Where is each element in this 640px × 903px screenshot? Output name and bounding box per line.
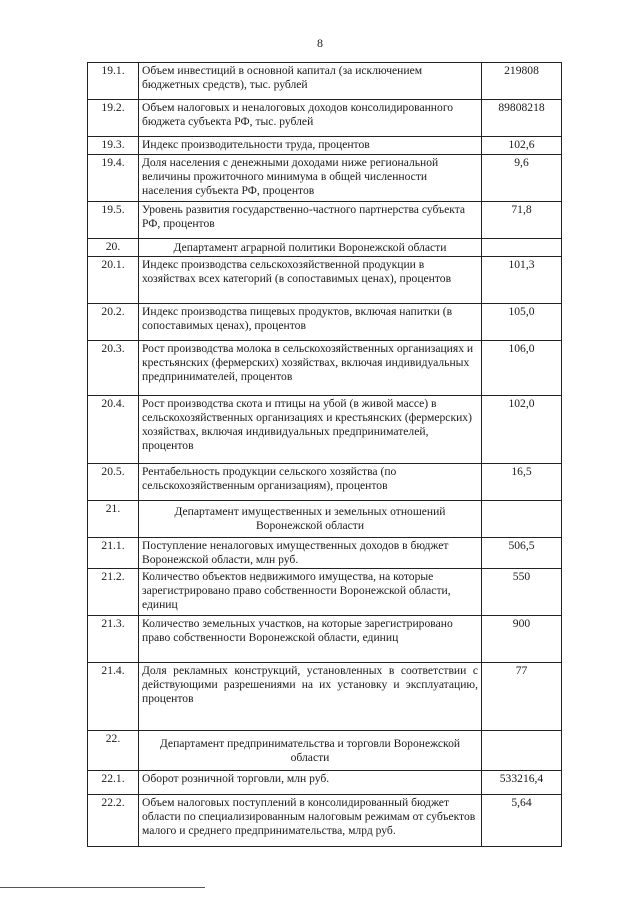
indicator-value: 533216,4 — [482, 771, 562, 795]
indicator-value — [482, 501, 562, 538]
table-row — [88, 100, 562, 137]
indicator-value: 77 — [482, 663, 562, 731]
indicator-name: Объем налоговых поступлений в консолидированный бюджет области по специализированным налоговым режимам от субъектов малого и среднего предпринимательства, млрд руб. — [139, 795, 482, 847]
table-row — [88, 137, 562, 155]
section-row — [88, 731, 562, 771]
indicators-table-body — [88, 63, 562, 847]
table-row — [88, 464, 562, 501]
table-row — [88, 569, 562, 616]
row-number: 21.2. — [88, 569, 139, 616]
indicator-name: Оборот розничной торговли, млн руб. — [139, 771, 482, 795]
row-number: 20.1. — [88, 257, 139, 304]
indicator-name: Поступление неналоговых имущественных доходов в бюджет Воронежской области, млн руб. — [139, 538, 482, 569]
indicator-value: 16,5 — [482, 464, 562, 501]
indicator-value: 101,3 — [482, 257, 562, 304]
table-row — [88, 795, 562, 847]
indicator-name: Рост производства молока в сельскохозяйственных организациях и крестьянских (фермерских) хозяйствах, включая индивидуальных предпринимателей, процентов — [139, 341, 482, 396]
footer-rule — [0, 887, 205, 888]
row-number: 19.3. — [88, 137, 139, 155]
indicator-value — [482, 239, 562, 257]
indicator-value: 102,6 — [482, 137, 562, 155]
table-row — [88, 616, 562, 663]
indicator-value: 89808218 — [482, 100, 562, 137]
indicator-value: 105,0 — [482, 304, 562, 341]
section-title: Департамент имущественных и земельных отношений Воронежской области — [139, 501, 482, 538]
indicator-name: Индекс производства пищевых продуктов, включая напитки (в сопоставимых ценах), процентов — [139, 304, 482, 341]
row-number: 19.1. — [88, 63, 139, 100]
row-number: 21.4. — [88, 663, 139, 731]
indicators-table — [87, 62, 562, 847]
row-number: 19.2. — [88, 100, 139, 137]
indicator-value: 9,6 — [482, 155, 562, 202]
table-row — [88, 155, 562, 202]
indicator-name: Объем налоговых и неналоговых доходов консолидированного бюджета субъекта РФ, тыс. рублей — [139, 100, 482, 137]
indicator-value: 550 — [482, 569, 562, 616]
table-row — [88, 663, 562, 731]
row-number: 21.1. — [88, 538, 139, 569]
indicator-name: Доля рекламных конструкций, установленных в соответствии с действующими разрешениями на их установку и эксплуатацию, процентов — [139, 663, 482, 731]
indicator-value: 102,0 — [482, 396, 562, 464]
table-row — [88, 771, 562, 795]
section-row — [88, 239, 562, 257]
table-row — [88, 257, 562, 304]
section-row — [88, 501, 562, 538]
indicator-name: Рост производства скота и птицы на убой (в живой массе) в сельскохозяйственных организациях и крестьянских (фермерских) хозяйствах, включая индивидуальных предпринимателей, процентов — [139, 396, 482, 464]
row-number: 21.3. — [88, 616, 139, 663]
table-row — [88, 202, 562, 239]
indicator-name: Уровень развития государственно-частного партнерства субъекта РФ, процентов — [139, 202, 482, 239]
section-title: Департамент аграрной политики Воронежской области — [139, 239, 482, 257]
row-number: 20. — [88, 239, 139, 257]
row-number: 20.5. — [88, 464, 139, 501]
row-number: 21. — [88, 501, 139, 538]
row-number: 22.2. — [88, 795, 139, 847]
page-number: 8 — [317, 36, 323, 50]
table-row — [88, 341, 562, 396]
row-number: 19.4. — [88, 155, 139, 202]
indicator-name: Рентабельность продукции сельского хозяйства (по сельскохозяйственным организациям), процентов — [139, 464, 482, 501]
section-title: Департамент предпринимательства и торговли Воронежской области — [139, 731, 482, 771]
indicator-name: Объем инвестиций в основной капитал (за исключением бюджетных средств), тыс. рублей — [139, 63, 482, 100]
indicator-value: 900 — [482, 616, 562, 663]
indicator-value: 219808 — [482, 63, 562, 100]
indicator-name: Доля населения с денежными доходами ниже региональной величины прожиточного минимума в общей численности населения субъекта РФ, процентов — [139, 155, 482, 202]
indicator-value — [482, 731, 562, 771]
row-number: 20.2. — [88, 304, 139, 341]
indicator-value: 71,8 — [482, 202, 562, 239]
indicator-name: Индекс производства сельскохозяйственной продукции в хозяйствах всех категорий (в сопоставимых ценах), процентов — [139, 257, 482, 304]
table-row — [88, 63, 562, 100]
row-number: 19.5. — [88, 202, 139, 239]
indicator-name: Количество земельных участков, на которые зарегистрировано право собственности Воронежской области, единиц — [139, 616, 482, 663]
indicator-name: Количество объектов недвижимого имущества, на которые зарегистрировано право собственности Воронежской области, единиц — [139, 569, 482, 616]
table-row — [88, 538, 562, 569]
indicator-value: 5,64 — [482, 795, 562, 847]
row-number: 22. — [88, 731, 139, 771]
indicator-name: Индекс производительности труда, процентов — [139, 137, 482, 155]
row-number: 20.3. — [88, 341, 139, 396]
table-row — [88, 304, 562, 341]
row-number: 22.1. — [88, 771, 139, 795]
indicator-value: 506,5 — [482, 538, 562, 569]
indicator-value: 106,0 — [482, 341, 562, 396]
row-number: 20.4. — [88, 396, 139, 464]
table-row — [88, 396, 562, 464]
